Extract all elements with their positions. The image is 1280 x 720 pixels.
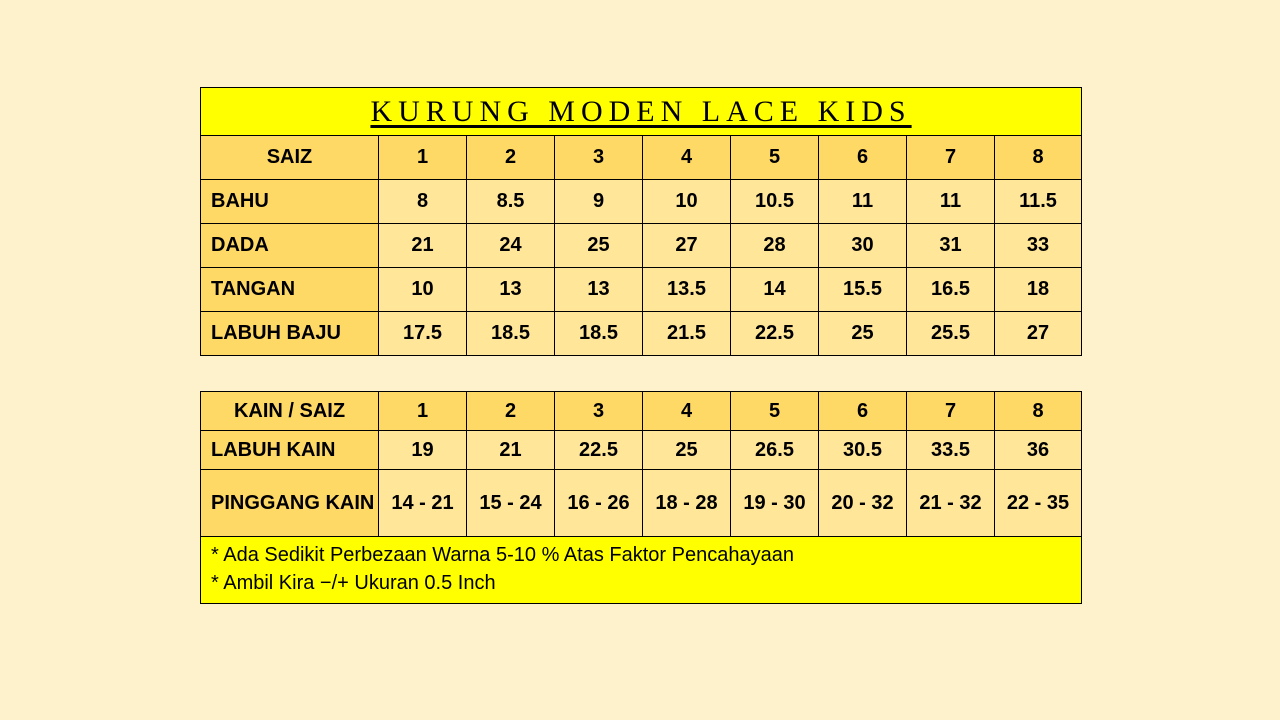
row-label: BAHU (201, 180, 379, 224)
table-cell: 8.5 (467, 180, 555, 224)
table-cell: 16.5 (907, 268, 995, 312)
table-cell: 15 - 24 (467, 470, 555, 537)
notes-row (201, 537, 1082, 604)
table-cell: 25 (555, 224, 643, 268)
row-label: PINGGANG KAIN (201, 470, 379, 537)
size-header: 4 (643, 392, 731, 431)
size-chart-table-baju (200, 87, 1082, 356)
header-label-saiz: SAIZ (201, 136, 379, 180)
table-cell: 33.5 (907, 431, 995, 470)
size-header: 2 (467, 392, 555, 431)
size-header: 3 (555, 136, 643, 180)
table-cell: 13 (555, 268, 643, 312)
table-cell: 18.5 (467, 312, 555, 356)
table-cell: 21 (467, 431, 555, 470)
table-cell: 31 (907, 224, 995, 268)
table-cell: 36 (995, 431, 1082, 470)
table-cell: 14 - 21 (379, 470, 467, 537)
note-measurement-tolerance: * Ambil Kira −/+ Ukuran 0.5 Inch (211, 572, 496, 594)
table-row (201, 470, 1082, 537)
size-header: 1 (379, 136, 467, 180)
page-title: KURUNG MODEN LACE KIDS (201, 88, 1082, 136)
table-cell: 21.5 (643, 312, 731, 356)
size-header: 2 (467, 136, 555, 180)
table-cell: 13.5 (643, 268, 731, 312)
table-cell: 11 (819, 180, 907, 224)
table-cell: 10 (643, 180, 731, 224)
row-label: DADA (201, 224, 379, 268)
size-header: 8 (995, 136, 1082, 180)
size-header: 8 (995, 392, 1082, 431)
table-cell: 19 (379, 431, 467, 470)
table-row (201, 268, 1082, 312)
table-cell: 24 (467, 224, 555, 268)
table-cell: 27 (643, 224, 731, 268)
table-cell: 25 (819, 312, 907, 356)
table-cell: 10.5 (731, 180, 819, 224)
header-label-kain-saiz: KAIN / SAIZ (201, 392, 379, 431)
table-cell: 25 (643, 431, 731, 470)
row-label: LABUH KAIN (201, 431, 379, 470)
table-cell: 19 - 30 (731, 470, 819, 537)
size-header: 7 (907, 392, 995, 431)
table-cell: 15.5 (819, 268, 907, 312)
table-cell: 10 (379, 268, 467, 312)
table-row (201, 224, 1082, 268)
table-cell: 30.5 (819, 431, 907, 470)
table-cell: 17.5 (379, 312, 467, 356)
size-header: 7 (907, 136, 995, 180)
table-header-row (201, 136, 1082, 180)
table-cell: 30 (819, 224, 907, 268)
table-cell: 25.5 (907, 312, 995, 356)
table-cell: 33 (995, 224, 1082, 268)
table-row (201, 312, 1082, 356)
table-cell: 18 - 28 (643, 470, 731, 537)
table-cell: 21 (379, 224, 467, 268)
table-cell: 28 (731, 224, 819, 268)
row-label: LABUH BAJU (201, 312, 379, 356)
note-colour-variance: * Ada Sedikit Perbezaan Warna 5-10 % Atas Faktor Pencahayaan (211, 544, 794, 566)
table-cell: 20 - 32 (819, 470, 907, 537)
table-cell: 27 (995, 312, 1082, 356)
size-header: 5 (731, 392, 819, 431)
size-header: 6 (819, 136, 907, 180)
table-cell: 9 (555, 180, 643, 224)
table-cell: 21 - 32 (907, 470, 995, 537)
row-label: TANGAN (201, 268, 379, 312)
size-header: 1 (379, 392, 467, 431)
size-header: 3 (555, 392, 643, 431)
table-cell: 18 (995, 268, 1082, 312)
table-row (201, 431, 1082, 470)
size-header: 4 (643, 136, 731, 180)
table-cell: 14 (731, 268, 819, 312)
table-header-row (201, 392, 1082, 431)
size-header: 6 (819, 392, 907, 431)
size-header: 5 (731, 136, 819, 180)
table-cell: 18.5 (555, 312, 643, 356)
table-cell: 11 (907, 180, 995, 224)
table-cell: 22.5 (555, 431, 643, 470)
table-cell: 26.5 (731, 431, 819, 470)
table-row (201, 180, 1082, 224)
table-cell: 22 - 35 (995, 470, 1082, 537)
table-cell: 13 (467, 268, 555, 312)
notes-cell (201, 537, 1082, 604)
table-cell: 11.5 (995, 180, 1082, 224)
table-cell: 16 - 26 (555, 470, 643, 537)
table-cell: 22.5 (731, 312, 819, 356)
table-cell: 8 (379, 180, 467, 224)
size-chart-table-kain (200, 391, 1082, 604)
